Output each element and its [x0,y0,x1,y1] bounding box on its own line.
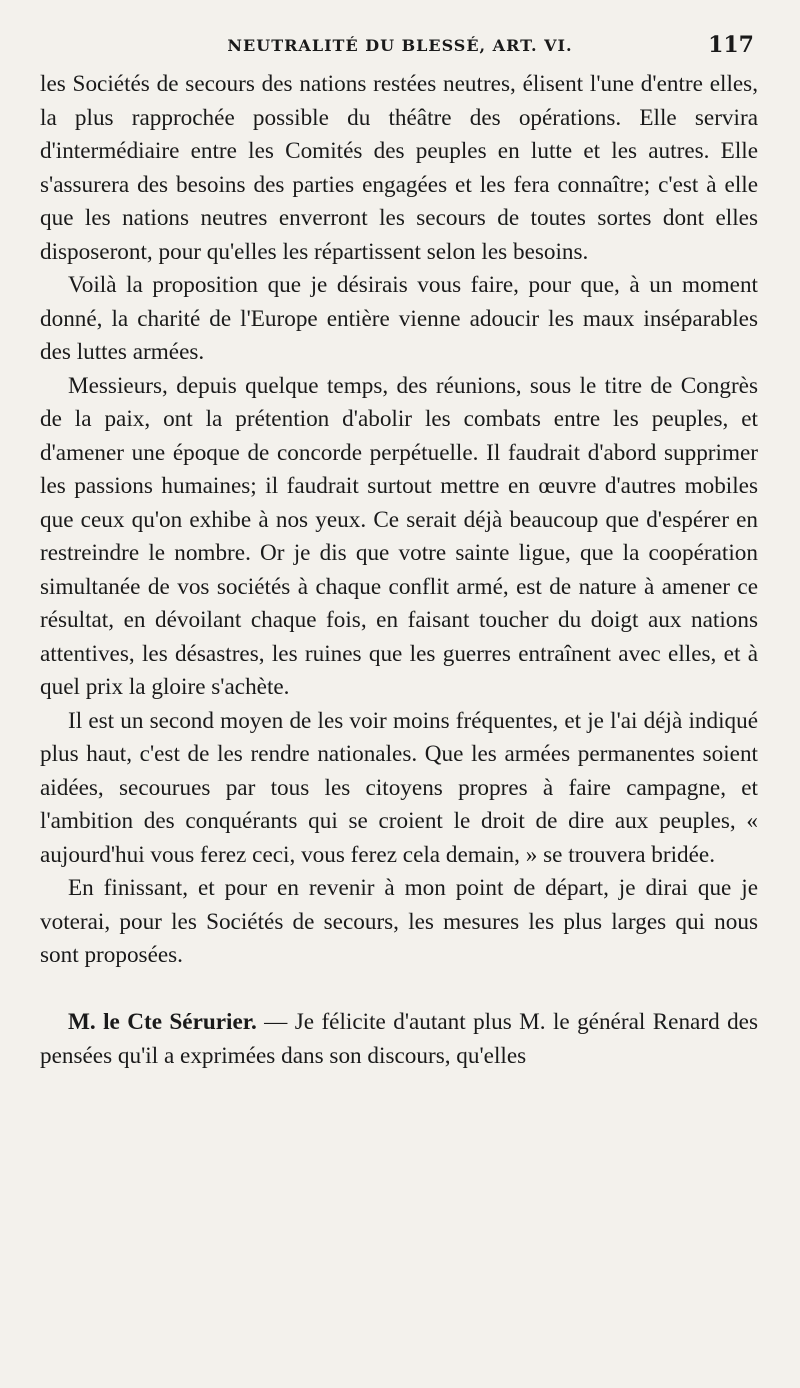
speaker-text: — Je félicite d'autant plus M. le général Renard des pensées qu'il a exprimées dans son discours, qu'elles [40,1009,758,1069]
page-header [0,30,800,62]
paragraph-second-moyen: Il est un second moyen de les voir moins fréquentes, et je l'ai déjà indiqué plus haut, c'est de les rendre nationales. Que les armées permanentes soient aidées, secourues par tous les citoyens propres à faire campagne, et l'ambition des conquérants qui se croient le droit de dire aux peuples, « aujourd'hui vous ferez ceci, vous ferez cela demain, » se trouvera bridée. [40,707,758,868]
paragraph-conclusion: En finissant, et pour en revenir à mon point de départ, je dirai que je voterai, pour les Sociétés de secours, les mesures les plus larges qui nous sont proposées. [40,875,758,968]
page-number: 117 [708,32,754,58]
body-text [40,68,758,1073]
speaker-paragraph [40,1006,758,1073]
running-title: NEUTRALITÉ DU BLESSÉ, ART. VI. [227,36,573,55]
paragraph-proposition: Voilà la proposition que je désirais vous faire, pour que, à un moment donné, la charité de l'Europe entière vienne adoucir les maux inséparables des luttes armées. [40,272,758,365]
paragraph-continuation: les Sociétés de secours des nations restées neutres, élisent l'une d'entre elles, la plus rapprochée possible du théâtre des opérations. Elle servira d'intermédiaire entre les Comités des peuples en lutte et les autres. Elle s'assurera des besoins des parties engagées et les fera connaître; c'est à elle que les nations neutres enverront les secours de toutes sortes dont elles disposeront, pour qu'elles les répartissent selon les besoins. [40,71,758,265]
paragraph-congres-paix: Messieurs, depuis quelque temps, des réunions, sous le titre de Congrès de la paix, ont la prétention d'abolir les combats entre les peuples, et d'amener une époque de concorde perpétuelle. Il faudrait d'abord supprimer les passions humaines; il faudrait surtout mettre en œuvre d'autres mobiles que ceux qu'on exhibe à nos yeux. Ce serait déjà beaucoup que d'espérer en restreindre le nombre. Or je dis que votre sainte ligue, que la coopération simultanée de vos sociétés à chaque conflit armé, est de nature à amener ce résultat, en dévoilant chaque fois, en faisant toucher du doigt aux nations attentives, les désastres, les ruines que les guerres entraînent avec elles, et à quel prix la gloire s'achète. [40,372,758,700]
speaker-name: M. le Cte Sérurier. [68,1009,257,1035]
